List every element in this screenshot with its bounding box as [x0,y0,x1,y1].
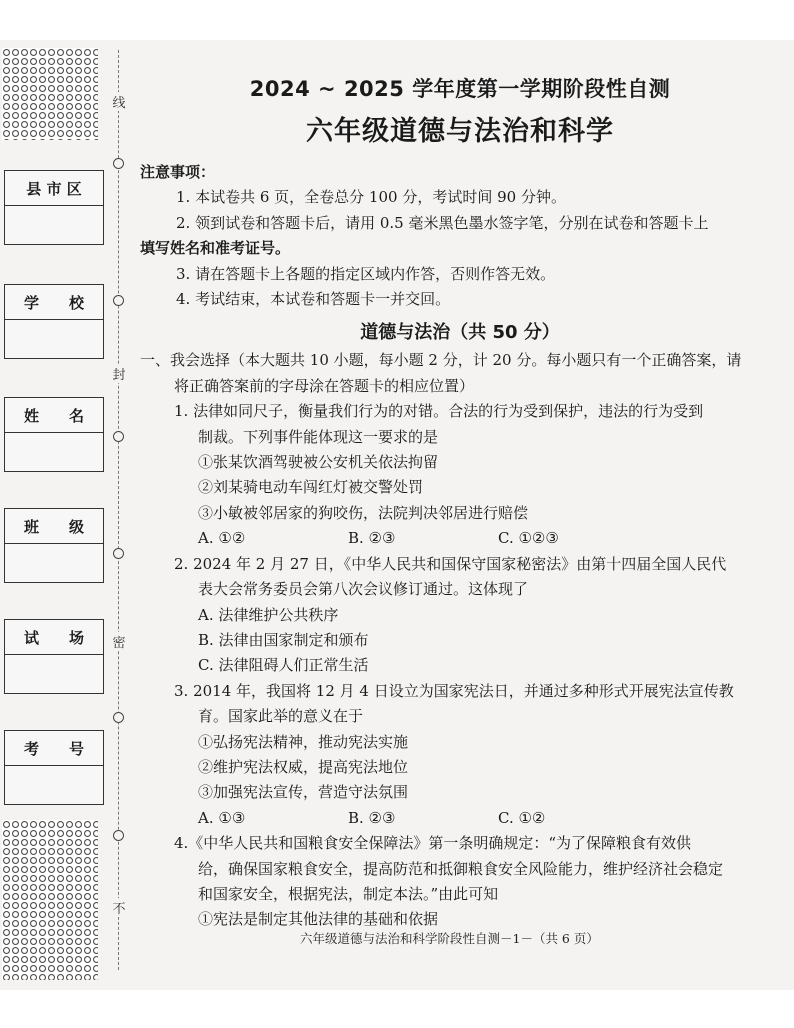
statement: ①张某饮酒驾驶被公安机关依法拘留 [198,453,439,472]
note-item: 3. 请在答题卡上各题的指定区域内作答，否则作答无效。 [176,264,556,283]
binding-dot [113,830,124,841]
notes-heading: 注意事项： [140,163,216,181]
question-4 [140,831,780,933]
binding-char-line: 线 [112,92,126,111]
note-item: 1. 本试卷共 6 页，全卷总分 100 分，考试时间 90 分钟。 [176,188,566,207]
county-field-blank[interactable] [5,206,103,244]
question-stem: 2. 2024 年 2 月 27 日，《中华人民共和国保守国家秘密法》由第十四届全国人民代 [174,554,727,573]
exam-term-title: 2024 ~ 2025 学年度第一学期阶段性自测 [249,77,671,101]
school-field-label: 学 校 [5,285,103,320]
exam-number-field[interactable] [4,730,104,805]
part-instructions-continued: 将正确答案前的字母涂在答题卡的相应位置） [174,376,475,395]
statement: ②刘某骑电动车闯红灯被交警处罚 [198,478,424,497]
exam-room-field-label: 试 场 [5,620,103,655]
section-title: 道德与法治（共 50 分） [360,322,560,344]
option-b[interactable]: B. 法律由国家制定和颁布 [198,630,369,649]
exam-number-field-blank[interactable] [5,766,103,804]
statement: ②维护宪法权威，提高宪法地位 [198,757,409,776]
binding-dot [113,158,124,169]
statement: ①弘扬宪法精神，推动宪法实施 [198,732,409,751]
options-row [140,526,780,551]
statement: ③加强宪法宣传，营造守法氛围 [198,783,409,802]
name-field-label: 姓 名 [5,398,103,433]
name-field-blank[interactable] [5,433,103,471]
options-row [140,806,780,831]
option-a[interactable]: A. ①③ [198,808,246,827]
binding-dot [113,548,124,559]
school-field[interactable] [4,284,104,359]
binding-char-dense: 密 [112,632,126,651]
question-stem: 1. 法律如同尺子，衡量我们行为的对错。合法的行为受到保护，违法的行为受到 [174,402,704,421]
binding-char-seal: 封 [112,364,126,383]
note-item: 4. 考试结束，本试卷和答题卡一并交回。 [176,290,451,309]
binding-dot [113,431,124,442]
exam-number-field-label: 考 号 [5,731,103,766]
exam-room-field-blank[interactable] [5,655,103,693]
question-1 [140,399,780,551]
name-field[interactable] [4,397,104,472]
school-field-blank[interactable] [5,320,103,358]
option-b[interactable]: B. ②③ [348,529,396,548]
question-stem: 给，确保国家粮食安全，提高防范和抵御粮食安全风险能力，维护经济社会稳定 [198,859,724,878]
question-stem: 4.《中华人民共和国粮食安全保障法》第一条明确规定：“为了保障粮食有效供 [174,834,691,853]
class-field-label: 班 级 [5,509,103,544]
binding-dot [113,295,124,306]
question-stem: 和国家安全，根据宪法，制定本法。”由此可知 [198,884,499,903]
option-a[interactable]: A. 法律维护公共秩序 [198,605,339,624]
exam-subject-title: 六年级道德与法治和科学 [306,116,614,147]
notes-block [140,160,780,312]
county-field-label: 县 市 区 [5,171,103,206]
question-stem: 制裁。下列事件能体现这一要求的是 [198,427,439,446]
binding-char-not: 不 [112,898,126,917]
statement: ①宪法是制定其他法律的基础和依据 [198,910,439,929]
option-b[interactable]: B. ②③ [348,808,396,827]
option-a[interactable]: A. ①② [198,529,246,548]
part-instructions: 一、我会选择（本大题共 10 小题，每小题 2 分，计 20 分。每小题只有一个正确答案，请 [140,351,742,370]
question-stem: 表大会常务委员会第八次会议修订通过。这体现了 [198,580,529,599]
county-field[interactable] [4,170,104,245]
class-field[interactable] [4,508,104,583]
question-stem: 3. 2014 年，我国将 12 月 4 日设立为国家宪法日，并通过多种形式开展宪法宣传教 [174,681,734,700]
dot-pattern-top [2,48,98,140]
statement: ③小敏被邻居家的狗咬伤，法院判决邻居进行赔偿 [198,503,529,522]
exam-content [140,72,780,933]
option-c[interactable]: C. ①②③ [498,529,559,548]
question-3 [140,679,780,831]
note-item: 2. 领到试卷和答题卡后，请用 0.5 毫米黑色墨水签字笔，分别在试卷和答题卡上 [176,213,709,232]
dot-pattern-bottom [2,820,98,980]
note-item-continued: 填写姓名和准考证号。 [140,239,291,258]
exam-room-field[interactable] [4,619,104,694]
question-2 [140,552,780,679]
option-c[interactable]: C. ①② [498,808,546,827]
option-c[interactable]: C. 法律阻碍人们正常生活 [198,656,369,675]
page-footer: 六年级道德与法治和科学阶段性自测－1－（共 6 页） [300,931,599,946]
class-field-blank[interactable] [5,544,103,582]
binding-dot [113,712,124,723]
question-stem: 育。国家此举的意义在于 [198,707,364,726]
